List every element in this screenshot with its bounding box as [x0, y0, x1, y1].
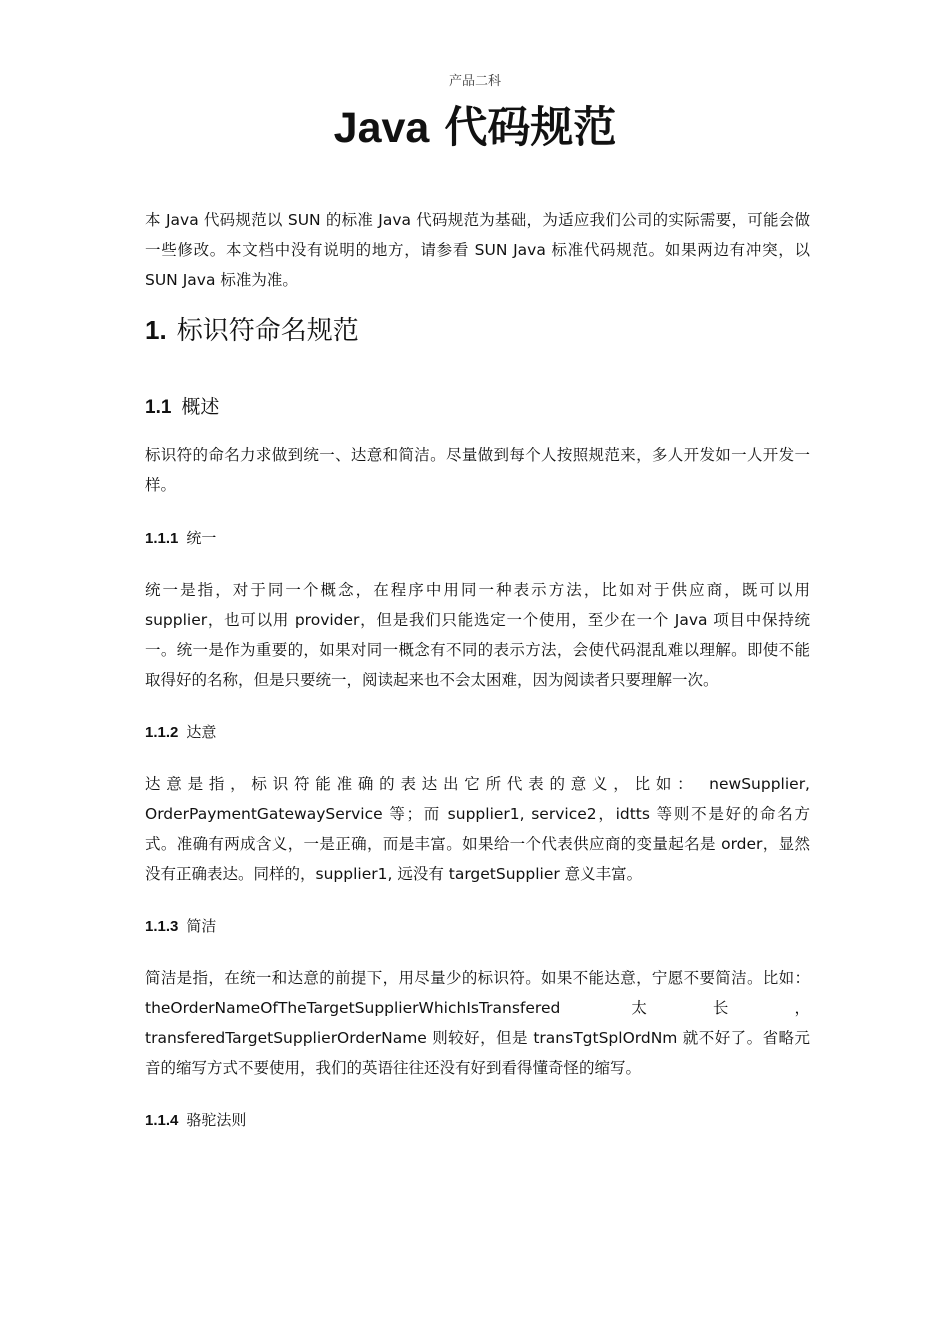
section-1-1-3-heading-block [145, 914, 810, 939]
section-1-1-2-paragraph: 达意是指，标识符能准确的表达出它所代表的意义，比如： newSupplier, OrderPaymentGatewayService 等；而 supplier1, service2，idtts 等则不是好的命名方式。准确有两成含义，一是正确，而是丰富。如果给一个代表供应商的变量起名是 order，显然没有正确表达。同样的，supplier1, 远没有 targetSupplier 意义丰富。 [145, 775, 810, 883]
section-1-1-paragraph: 标识符的命名力求做到统一、达意和简洁。尽量做到每个人按照规范来，多人开发如一人开发一样。 [145, 446, 810, 494]
section-1-1-4-number: 1.1.4 [145, 1112, 179, 1129]
section-1-1-3-title: 简洁 [186, 917, 217, 935]
section-1-1-1-paragraph: 统一是指，对于同一个概念，在程序中用同一种表示方法，比如对于供应商，既可以用 supplier，也可以用 provider，但是我们只能选定一个使用，至少在一个 Java 项目中保持统一。统一是作为重要的，如果对同一概念有不同的表示方法，会使代码混乱难以理解。即使不能取得好的名称，但是只要统一，阅读起来也不会太困难，因为阅读者只要理解一次。 [145, 581, 810, 689]
section-1-1-2-body-block [145, 769, 810, 889]
section-1-1-title: 概述 [181, 396, 220, 418]
section-1-1-4-heading-block [145, 1108, 810, 1133]
section-1-1-1-heading [145, 526, 810, 551]
section-1-1-4-heading [145, 1108, 810, 1133]
intro-block [145, 205, 810, 295]
page-header: 产品二科 [448, 74, 501, 89]
section-1-1-2-heading-block [145, 720, 810, 745]
section-1-1-2-heading [145, 720, 810, 745]
section-1-1-2-title: 达意 [186, 723, 217, 741]
section-1-number: 1. [145, 315, 167, 345]
section-1-1-1-heading-block [145, 526, 810, 551]
intro-paragraph: 本 Java 代码规范以 SUN 的标准 Java 代码规范为基础，为适应我们公司的实际需要，可能会做一些修改。本文档中没有说明的地方，请参看 SUN Java 标准代码规范。如果两边有冲突，以 SUN Java 标准为准。 [145, 211, 810, 289]
section-1-1-heading-block [145, 393, 810, 422]
section-1-1-2-number: 1.1.2 [145, 724, 179, 741]
section-1-1-3-paragraph: 简洁是指，在统一和达意的前提下，用尽量少的标识符。如果不能达意，宁愿不要简洁。比如：theOrderNameOfTheTargetSupplierWhichIsTransfered 太长， transferedTargetSupplierOrderName 则较好，但是 transTgtSplOrdNm 就不好了。省略元音的缩写方式不要使用，我们的英语往往还没有好到看得懂奇怪的缩写。 [145, 969, 810, 1077]
title-latin: Java [333, 104, 430, 152]
title-cjk: 代码规范 [444, 103, 617, 153]
section-1-title: 标识符命名规范 [176, 316, 359, 346]
document-title [0, 98, 950, 158]
section-1-heading-block [145, 312, 810, 349]
section-1-1-1-number: 1.1.1 [145, 530, 179, 547]
section-1-1-number: 1.1 [145, 397, 172, 418]
section-1-1-3-heading [145, 914, 810, 939]
section-1-heading [145, 312, 810, 349]
section-1-1-3-body-block [145, 963, 810, 1083]
section-1-1-body-block [145, 440, 810, 500]
section-1-1-1-body-block [145, 575, 810, 695]
section-1-1-4-title: 骆驼法则 [186, 1111, 247, 1129]
section-1-1-heading [145, 393, 810, 422]
section-1-1-3-number: 1.1.3 [145, 918, 179, 935]
section-1-1-1-title: 统一 [186, 529, 217, 547]
